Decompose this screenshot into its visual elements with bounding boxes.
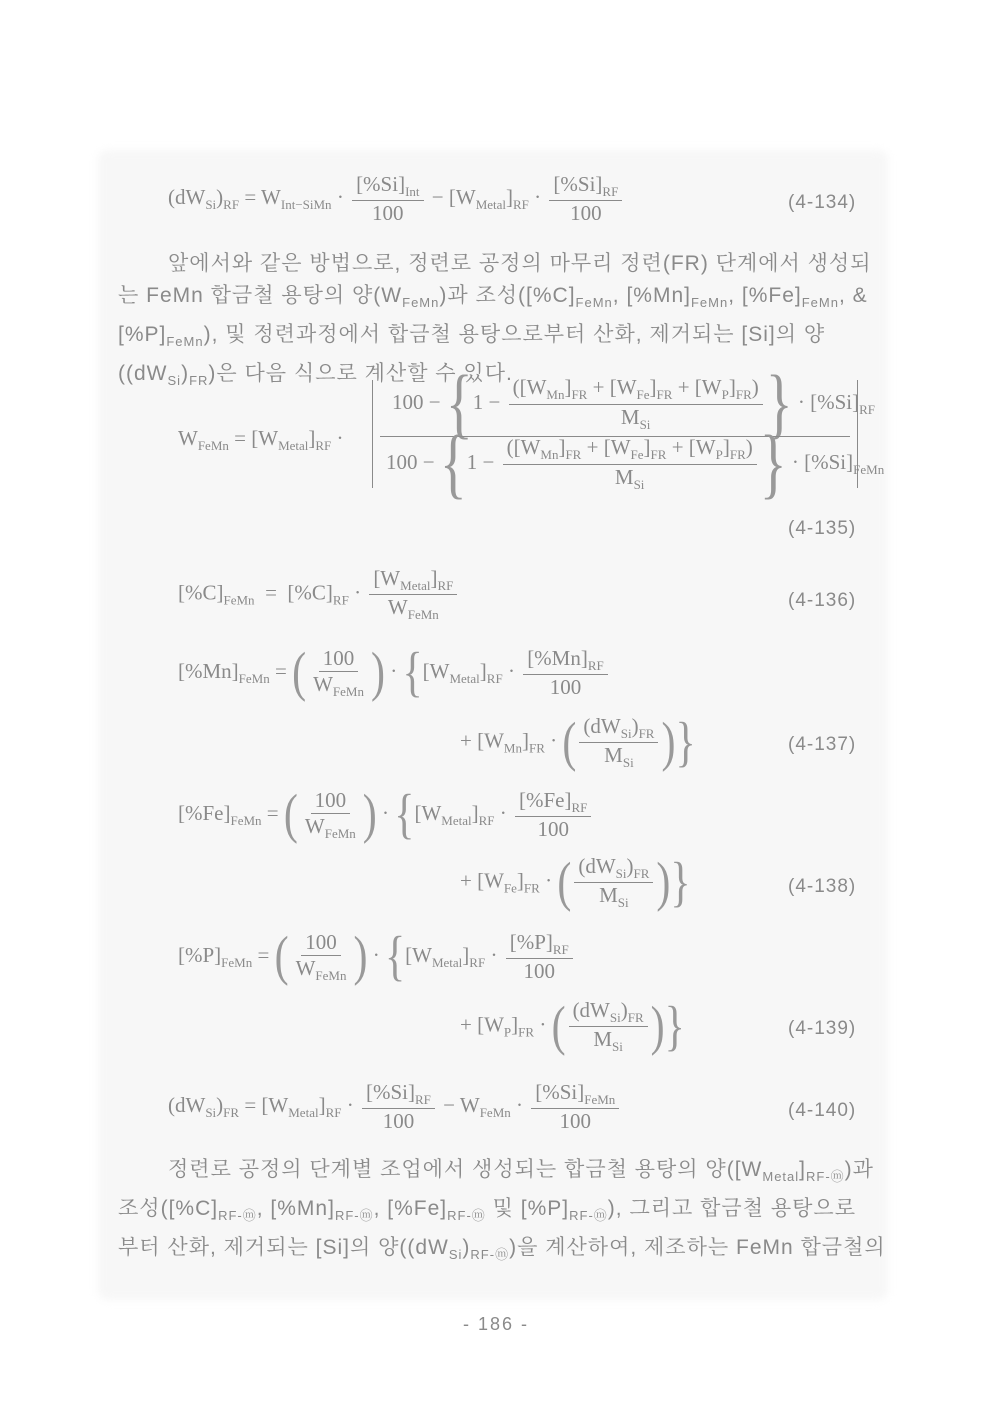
equation-number-4-139: (4-139) xyxy=(788,1018,857,1039)
subscript: Metal xyxy=(762,1169,800,1185)
text-span: )과 조성([%C] xyxy=(439,284,576,307)
text-span: ) xyxy=(181,362,190,386)
equation-4-139-line-1: $[\%P]_{FeMn}$ = ( $\frac{100}{W_{FeMn}}$ ) · {$[W_{Metal}]_{RF}$ · $\frac{[\%P]_{RF}}{100}$ xyxy=(178,932,576,982)
text-span: 앞에서와 같은 방법으로, 정련로 공정의 마무리 정련(FR) 단계에서 생성되 xyxy=(168,252,872,275)
equation-number-4-140: (4-140) xyxy=(788,1100,857,1121)
subscript: FeMn xyxy=(575,295,613,311)
paragraph-2-line-1 xyxy=(118,1154,874,1193)
text-span: , [%Mn] xyxy=(256,1197,335,1221)
text-span: )과 xyxy=(844,1158,874,1181)
subscript: RF-ⓜ xyxy=(569,1208,608,1224)
paragraph-1-line-1 xyxy=(118,248,874,280)
text-span: )은 다음 식으로 계산할 수 있다. xyxy=(208,362,513,386)
paragraph-2 xyxy=(118,1154,886,1272)
equation-4-134: $(dW_{Si})_{RF} = W_{Int-SiMn}$ · $\frac{[\%Si]_{Int}}{100}$ − $[W_{Metal}]_{RF}$ · $\frac{[\%Si]_{RF}}{100}$ xyxy=(168,174,625,224)
text-span: ), 그리고 합금철 용탕으로 xyxy=(607,1197,856,1221)
subscript: RF-ⓜ xyxy=(218,1208,257,1224)
subscript: RF-ⓜ xyxy=(806,1169,845,1185)
subscript: FR xyxy=(189,373,209,389)
subscript: RF-ⓜ xyxy=(447,1208,486,1224)
text-span: , & xyxy=(838,284,868,307)
page-number: - 186 - xyxy=(462,1314,530,1334)
equation-4-138-line-1: $[\%Fe]_{FeMn}$ = ( $\frac{100}{W_{FeMn}}$ ) · {$[W_{Metal}]_{RF}$ · $\frac{[\%Fe]_{RF}}{100}$ xyxy=(178,790,594,840)
text-span: ((dW xyxy=(118,362,168,386)
subscript: RF-ⓜ xyxy=(470,1247,510,1263)
text-span: ) xyxy=(462,1236,471,1260)
subscript: FeMn xyxy=(801,295,839,311)
text-span: 부터 산화, 제거되는 [Si]의 양((dW xyxy=(118,1236,449,1260)
subscript: FeMn xyxy=(690,295,729,311)
equation-number-4-134: (4-134) xyxy=(788,192,857,213)
equation-4-137-line-1: $[\%Mn]_{FeMn}$ = ( $\frac{100}{W_{FeMn}}$ ) · {$[W_{Metal}]_{RF}$ · $\frac{[\%Mn]_{RF}}{100}$ xyxy=(178,648,611,698)
text-span: , [%Mn] xyxy=(612,284,691,307)
subscript: RF-ⓜ xyxy=(334,1208,374,1224)
text-span: [%P] xyxy=(118,323,167,347)
paragraph-2-line-2 xyxy=(118,1193,874,1232)
subscript: FeMn xyxy=(402,295,440,311)
subscript: Si xyxy=(167,373,182,389)
equation-4-135-denominator: 100 − {1 − $\frac{([W_{Mn}]_{FR} + [W_{Fe}]_{FR} + [W_P]_{FR})}{M_{Si}}$ } · $[\%Si]_{FeMn}$ xyxy=(386,420,885,508)
equation-4-135-numerator: 100 − {1 − $\frac{([W_{Mn}]_{FR} + [W_{Fe}]_{FR} + [W_P]_{FR})}{M_{Si}}$ } · $[\%Si]_{RF}$ xyxy=(392,360,876,448)
equation-4-138-line-2: + $[W_{Fe}]_{FR}$ · ( $\frac{(dW_{Si})_{FR}}{M_{Si}}$ )} xyxy=(460,852,691,913)
text-span: 는 FeMn 합금철 용탕의 양(W xyxy=(118,284,403,307)
text-span: 및 [%P] xyxy=(485,1197,570,1221)
equation-number-4-135: (4-135) xyxy=(788,518,857,539)
paragraph-1-line-3 xyxy=(118,319,874,358)
text-span: , [%Fe] xyxy=(373,1197,448,1221)
text-span: )을 계산하여, 제조하는 FeMn 합금철의 xyxy=(509,1236,886,1260)
text-span: , [%Fe] xyxy=(728,284,802,307)
equation-4-136: $[\%C]_{FeMn} = [\%C]_{RF}$ · $\frac{[W_{Metal}]_{RF}}{W_{FeMn}}$ xyxy=(178,568,460,621)
paragraph-1-line-2 xyxy=(118,280,874,319)
equation-4-140: $(dW_{Si})_{FR} = [W_{Metal}]_{RF}$ · $\frac{[\%Si]_{RF}}{100}$ − $W_{FeMn}$ · $\frac{[\%Si]_{FeMn}}{100}$ xyxy=(168,1082,622,1132)
paragraph-2-line-3 xyxy=(118,1232,886,1271)
equation-number-4-136: (4-136) xyxy=(788,590,857,611)
subscript: FeMn xyxy=(166,334,204,350)
equation-4-139-line-2: + $[W_P]_{FR}$ · ( $\frac{(dW_{Si})_{FR}}{M_{Si}}$ )} xyxy=(460,996,685,1057)
text-span: 정련로 공정의 단계별 조업에서 생성되는 합금철 용탕의 양([W xyxy=(168,1158,763,1181)
subscript: Si xyxy=(448,1247,463,1263)
equation-4-135-lhs: $W_{FeMn} = [W_{Metal}]_{RF}$ · xyxy=(178,426,344,454)
text-span: ] xyxy=(799,1158,806,1181)
text-span: ), 및 정련과정에서 합금철 용탕으로부터 산화, 제거되는 [Si]의 양 xyxy=(203,323,826,347)
equation-number-4-137: (4-137) xyxy=(788,734,857,755)
equation-number-4-138: (4-138) xyxy=(788,876,857,897)
text-span: 조성([%C] xyxy=(118,1197,219,1221)
equation-4-137-line-2: + $[W_{Mn}]_{FR}$ · ( $\frac{(dW_{Si})_{FR}}{M_{Si}}$ )} xyxy=(460,712,696,773)
